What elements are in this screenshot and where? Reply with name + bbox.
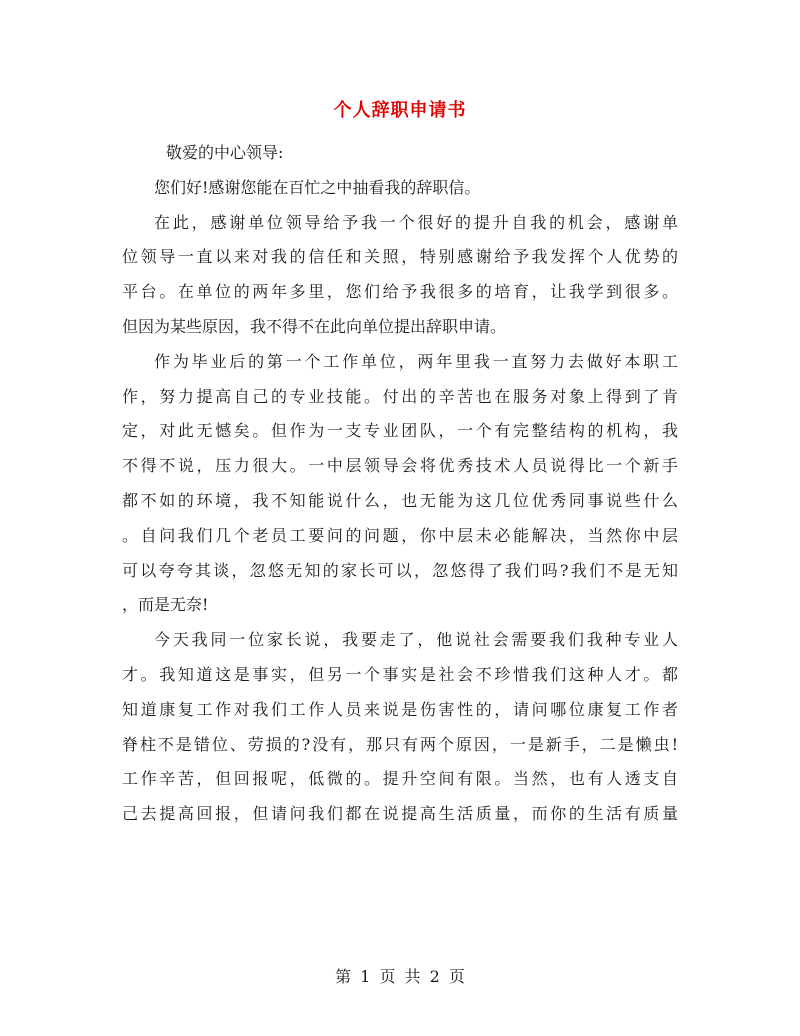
paragraph-line: 都不如的环境，我不知能说什么，也无能为这几位优秀同事说些什么 [122, 490, 678, 510]
paragraph-line: ，而是无奈! [122, 595, 209, 615]
paragraph-line: 在此，感谢单位领导给予我一个很好的提升自我的机会，感谢单 [154, 212, 678, 232]
paragraph-line: 定，对此无憾矣。但作为一支专业团队，一个有完整结构的机构，我 [122, 421, 678, 441]
paragraph-1 [122, 171, 678, 206]
paragraph-line: 今天我同一位家长说，我要走了，他说社会需要我们我种专业人 [154, 630, 678, 650]
paragraph-line: 工作辛苦，但回报呢，低微的。提升空间有限。当然，也有人透支自 [122, 769, 678, 789]
paragraph-line: 平台。在单位的两年多里，您们给予我很多的培育，让我学到很多。 [122, 282, 678, 302]
paragraph-line: 脊柱不是错位、劳损的?没有，那只有两个原因，一是新手，二是懒虫! [122, 734, 678, 754]
paragraph-line: 。自问我们几个老员工要问的问题，你中层未必能解决，当然你中层 [122, 525, 678, 545]
document-title: 个人辞职申请书 [333, 100, 467, 121]
document-body [122, 136, 678, 832]
paragraph-line: 位领导一直以来对我的信任和关照，特别感谢给予我发挥个人优势的 [122, 247, 678, 267]
paragraph-line: 您们好!感谢您能在百忙之中抽看我的辞职信。 [154, 177, 481, 197]
paragraph-line: 但因为某些原因，我不得不在此向单位提出辞职申请。 [122, 316, 507, 336]
paragraph-line: 可以夸夸其谈，忽悠无知的家长可以，忽悠得了我们吗?我们不是无知 [122, 560, 678, 580]
paragraph-2 [122, 206, 678, 345]
page-footer: 第 1 页 共 2 页 [335, 967, 465, 986]
paragraph-line: 不得不说，压力很大。一中层领导会将优秀技术人员说得比一个新手 [122, 456, 678, 476]
paragraph-line: 己去提高回报，但请问我们都在说提高生活质量，而你的生活有质量 [122, 804, 678, 824]
greeting [122, 136, 678, 171]
paragraph-line: 知道康复工作对我们工作人员来说是伤害性的，请问哪位康复工作者 [122, 699, 678, 719]
paragraph-line: 作为毕业后的第一个工作单位，两年里我一直努力去做好本职工 [154, 351, 678, 371]
greeting-line: 敬爱的中心领导: [166, 143, 284, 162]
paragraph-line: 作，努力提高自己的专业技能。付出的辛苦也在服务对象上得到了肯 [122, 386, 678, 406]
paragraph-3 [122, 345, 678, 623]
paragraph-line: 才。我知道这是事实，但另一个事实是社会不珍惜我们这种人才。都 [122, 664, 678, 684]
paragraph-4 [122, 623, 678, 832]
